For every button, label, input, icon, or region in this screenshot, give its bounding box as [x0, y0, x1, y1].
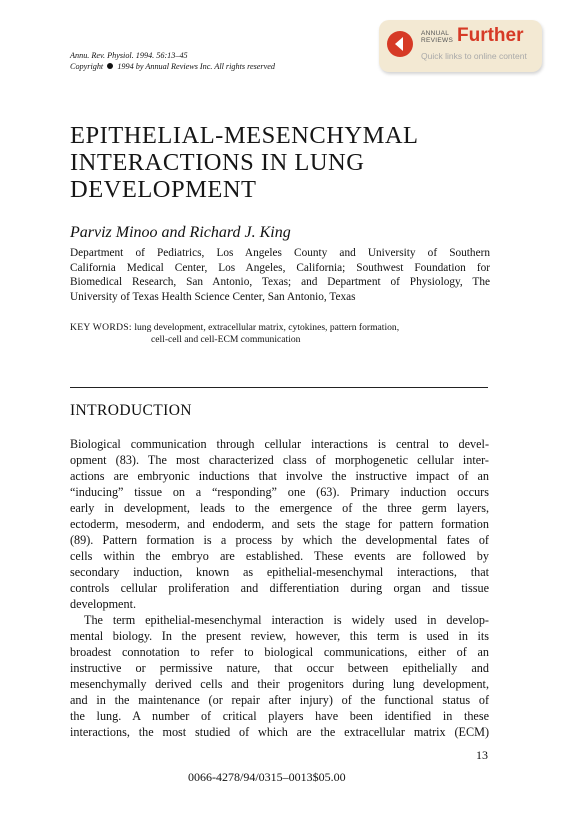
text-line: development.	[70, 597, 136, 611]
citation-line-1: Annu. Rev. Physiol. 1994. 56:13–45	[70, 51, 188, 60]
title-line: INTERACTIONS IN LUNG	[70, 149, 365, 176]
page-number: 13	[476, 748, 488, 762]
title-line: EPITHELIAL-MESENCHYMAL	[70, 122, 419, 149]
text-line: controls cellular proliferation and differentiation during organ and tissue	[70, 581, 489, 595]
text-line: ectoderm, mesoderm, and endoderm, and sets the stage for pattern formation	[70, 517, 489, 531]
text-line: the lung. A number of critical players have been identified in these	[70, 709, 489, 723]
badge-reviews-label: REVIEWS	[421, 37, 454, 44]
affiliation-line: Department of Pediatrics, Los Angeles County and University of Southern	[70, 247, 490, 259]
text-line: Biological communication through cellular interactions is central to devel-	[70, 437, 489, 451]
text-line: “inducing” tissue on a “responding” one (63). Primary induction occurs	[70, 485, 489, 499]
play-arrow-icon	[387, 31, 413, 57]
badge-publisher	[421, 30, 453, 44]
affiliation-line: California Medical Center, Los Angeles, California; Southwest Foundation for	[70, 261, 490, 274]
keywords	[70, 322, 399, 346]
citation-line-2	[70, 61, 275, 72]
keywords-line-1: lung development, extracellular matrix, cytokines, pattern formation,	[134, 322, 400, 333]
text-line: interactions, the most studied of which are the extracellular matrix (ECM)	[70, 725, 489, 739]
text-line: broadest connotation to refer to biological communications, either of an	[70, 645, 489, 659]
text-line: secondary induction, known as epithelial-mesenchymal interactions, that	[70, 565, 489, 579]
text-line: (89). Pattern formation is a process by which the developmental fates of	[70, 533, 489, 547]
badge-annual-label: ANNUAL	[421, 30, 450, 37]
footer-code: 0066-4278/94/0315–0013$05.00	[188, 770, 346, 784]
section-divider	[70, 387, 488, 388]
section-heading: INTRODUCTION	[70, 402, 192, 419]
badge-subtitle: Quick links to online content	[421, 51, 527, 61]
badge-further-label: Further	[457, 25, 524, 46]
copyright-text: 1994 by Annual Reviews Inc. All rights reserved	[117, 62, 275, 71]
text-line: The term epithelial-mesenchymal interaction is widely used in develop-	[84, 613, 489, 627]
title-line: DEVELOPMENT	[70, 176, 257, 203]
text-line: early in development, leads to the emergence of the three germ layers,	[70, 501, 489, 515]
text-line: mental biology. In the present review, however, this term is used in its	[70, 629, 489, 643]
text-line: instructive or permissive nature, that occur between epithelially and	[70, 661, 489, 675]
annual-reviews-further-badge[interactable]	[379, 20, 542, 72]
article-title	[70, 122, 419, 203]
bullet-icon	[107, 63, 113, 69]
text-line: actions are embryonic inductions that involve the instructive impact of an	[70, 469, 489, 483]
affiliation-line: Biomedical Research, San Antonio, Texas; and Department of Physiology, The	[70, 276, 490, 288]
affiliation-line: University of Texas Health Science Center, San Antonio, Texas	[70, 290, 356, 303]
copyright-word: Copyright	[70, 62, 104, 71]
text-line: mesenchymally derived cells and their progenitors during lung development,	[70, 677, 489, 691]
body-text	[70, 436, 489, 740]
authors: Parviz Minoo and Richard J. King	[70, 224, 291, 241]
affiliations	[70, 246, 490, 304]
text-line: cells within the embryo are established. These events are followed by	[70, 549, 489, 563]
keywords-label: KEY WORDS:	[70, 322, 132, 333]
text-line: and in the maintenance (or repair after injury) of the functional status of	[70, 693, 489, 707]
text-line: opment (83). The most characterized class of morphogenetic cellular inter-	[70, 453, 489, 467]
keywords-line-2: cell-cell and cell-ECM communication	[151, 334, 301, 345]
journal-citation	[70, 50, 275, 72]
